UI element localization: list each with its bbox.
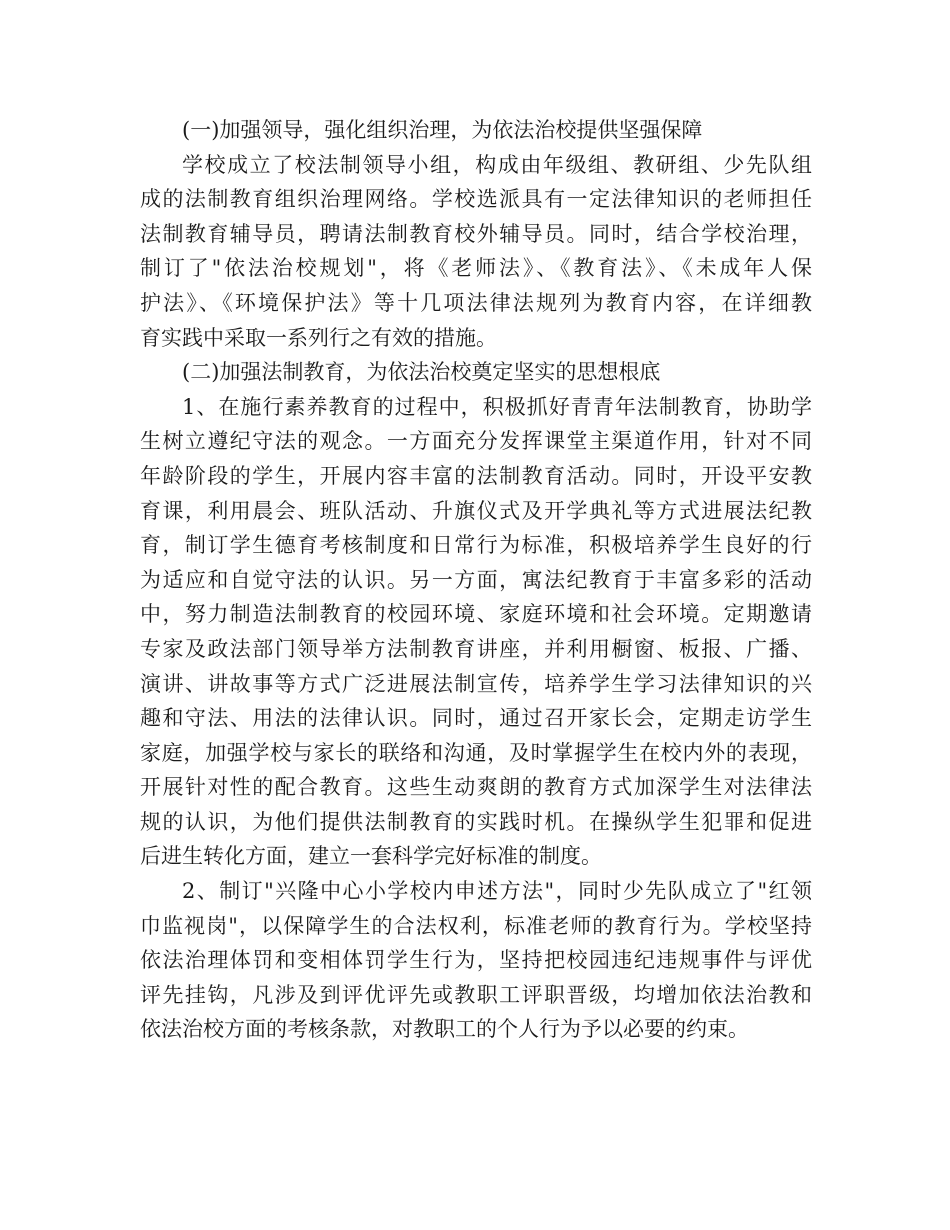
paragraph-line: 巾监视岗"，以保障学生的合法权利，标准老师的教育行为。学校坚持 xyxy=(140,913,812,938)
paragraph-line: 中，努力制造法制教育的校园环境、家庭环境和社会环境。定期邀请 xyxy=(140,602,812,627)
paragraph-line: 开展针对性的配合教育。这些生动爽朗的教育方式加深学生对法律法 xyxy=(140,775,812,800)
paragraph-line: 1、在施行素养教育的过程中，积极抓好青青年法制教育，协助学 xyxy=(182,394,812,419)
paragraph-line: 评先挂钩，凡涉及到评优评先或教职工评职晋级，均增加依法治教和 xyxy=(140,982,812,1007)
paragraph-line: 专家及政法部门领导举方法制教育讲座，并利用橱窗、板报、广播、 xyxy=(140,636,812,661)
paragraph-line: 后进生转化方面，建立一套科学完好标准的制度。 xyxy=(140,844,602,869)
paragraph-line: 家庭，加强学校与家长的联络和沟通，及时掌握学生在校内外的表现， xyxy=(140,740,812,765)
section-heading: (二)加强法制教育，为依法治校奠定坚实的思想根底 xyxy=(182,360,661,385)
paragraph-line: 制订了"依法治校规划"，将《老师法》、《教育法》、《未成年人保 xyxy=(140,256,812,281)
paragraph-line: 护法》、《环境保护法》等十几项法律法规列为教育内容，在详细教 xyxy=(140,290,812,315)
paragraph-line: 依法治校方面的考核条款，对教职工的个人行为予以必要的约束。 xyxy=(140,1017,749,1042)
paragraph-line: 依法治理体罚和变相体罚学生行为，坚持把校园违纪违规事件与评优 xyxy=(140,948,812,973)
paragraph-line: 2、制订"兴隆中心小学校内申述方法"，同时少先队成立了"红领 xyxy=(182,879,812,904)
paragraph-line: 生树立遵纪守法的观念。一方面充分发挥课堂主渠道作用，针对不同 xyxy=(140,429,812,454)
paragraph-line: 育，制订学生德育考核制度和日常行为标准，积极培养学生良好的行 xyxy=(140,533,812,558)
paragraph-line: 为适应和自觉守法的认识。另一方面，寓法纪教育于丰富多彩的活动 xyxy=(140,567,812,592)
paragraph-line: 年龄阶段的学生，开展内容丰富的法制教育活动。同时，开设平安教 xyxy=(140,463,812,488)
section-heading: (一)加强领导，强化组织治理，为依法治校提供坚强保障 xyxy=(182,118,703,142)
paragraph-line: 演讲、讲故事等方式广泛进展法制宣传，培养学生学习法律知识的兴 xyxy=(140,671,812,696)
paragraph-line: 规的认识，为他们提供法制教育的实践时机。在操纵学生犯罪和促进 xyxy=(140,809,812,834)
document-body xyxy=(140,113,812,1047)
paragraph-line: 趣和守法、用法的法律认识。同时，通过召开家长会，定期走访学生 xyxy=(140,706,812,731)
paragraph-line: 学校成立了校法制领导小组，构成由年级组、教研组、少先队组 xyxy=(182,152,812,177)
paragraph-line: 法制教育辅导员，聘请法制教育校外辅导员。同时，结合学校治理， xyxy=(140,221,812,246)
paragraph-line: 成的法制教育组织治理网络。学校选派具有一定法律知识的老师担任 xyxy=(140,187,812,212)
paragraph-line: 育课，利用晨会、班队活动、升旗仪式及开学典礼等方式进展法纪教 xyxy=(140,498,812,523)
paragraph-line: 育实践中采取一系列行之有效的措施。 xyxy=(140,325,497,350)
